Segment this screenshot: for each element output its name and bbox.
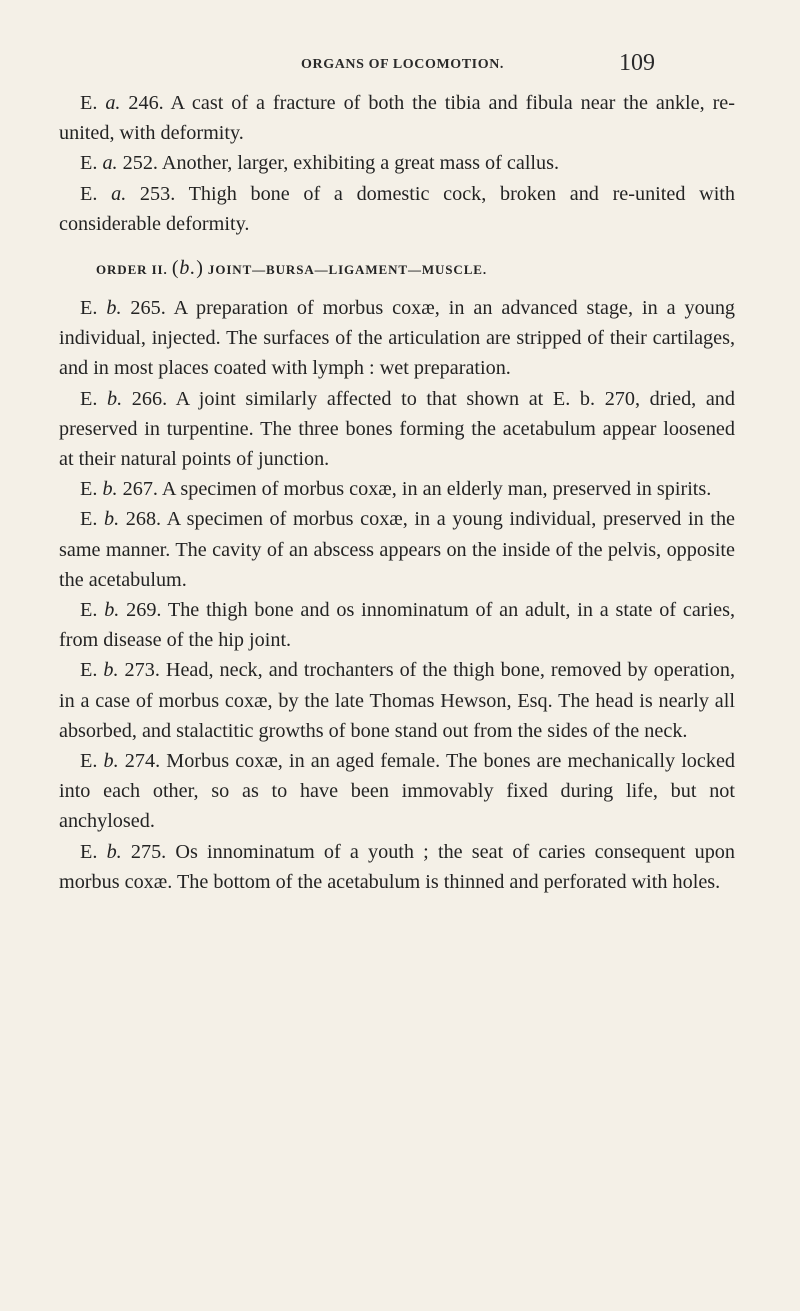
entry-prefix: E. xyxy=(80,478,98,501)
entry-series-letter: b. xyxy=(103,659,119,682)
entry-series-letter: a. xyxy=(105,92,121,114)
entry-prefix: E. xyxy=(80,152,98,175)
entry-series-letter: b. xyxy=(102,478,118,501)
catalogue-entry xyxy=(59,746,735,837)
entries-group-a xyxy=(59,88,735,239)
catalogue-entry xyxy=(59,88,735,148)
entry-text: 246. A cast of a fracture of both the tibia and fibula near the ankle, re-united, with deformity. xyxy=(59,92,735,145)
catalogue-entry xyxy=(59,837,735,897)
entry-prefix: E. xyxy=(80,840,98,863)
catalogue-entry xyxy=(59,655,735,746)
entry-text: 275. Os innominatum of a youth ; the seat of caries consequent upon morbus coxæ. The bottom of the acetabulum is thinned and perforated with holes. xyxy=(59,840,735,893)
entry-series-letter: a. xyxy=(111,182,127,205)
entry-prefix: E. xyxy=(80,508,98,531)
entry-text: 273. Head, neck, and trochanters of the thigh bone, removed by operation, in a case of morbus coxæ, by the late Thomas Hewson, Esq. The head is nearly all absorbed, and stalactitic growths of bone stand out from the sides of the neck. xyxy=(59,659,735,742)
entry-series-letter: b. xyxy=(104,599,120,622)
section-letter: (b.) xyxy=(171,257,204,280)
entry-text: 266. A joint similarly affected to that shown at E. b. 270, dried, and preserved in turpentine. The three bones forming the acetabulum appear loosened at their natural points of junction. xyxy=(59,387,735,471)
catalogue-entry xyxy=(59,179,735,239)
entry-prefix: E. xyxy=(80,750,98,773)
catalogue-entry xyxy=(59,148,735,178)
entry-series-letter: a. xyxy=(102,152,118,175)
entry-text: 268. A specimen of morbus coxæ, in a young individual, preserved in the same manner. The cavity of an abscess appears on the inside of the pelvis, opposite the acetabulum. xyxy=(59,508,736,591)
entry-prefix: E. xyxy=(80,599,98,622)
catalogue-entry xyxy=(59,384,735,475)
catalogue-entry xyxy=(59,474,735,504)
running-head xyxy=(0,50,800,76)
entry-series-letter: b. xyxy=(106,840,122,863)
entry-prefix: E. xyxy=(80,297,98,320)
section-title: JOINT—BURSA—LIGAMENT—MUSCLE. xyxy=(207,262,488,278)
entries-group-b xyxy=(59,293,735,897)
entry-text: 253. Thigh bone of a domestic cock, broken and re-united with considerable deformity. xyxy=(59,182,736,235)
entry-prefix: E. xyxy=(80,387,98,410)
catalogue-entry xyxy=(59,504,735,595)
catalogue-entry xyxy=(59,595,735,655)
entry-series-letter: b. xyxy=(103,750,119,773)
catalogue-entry xyxy=(59,293,735,384)
entry-prefix: E. xyxy=(80,92,98,114)
entry-text: 252. Another, larger, exhibiting a great mass of callus. xyxy=(117,152,560,175)
section-heading xyxy=(59,255,735,283)
entry-text: 269. The thigh bone and os innominatum of an adult, in a state of caries, from disease of the hip joint. xyxy=(59,599,735,652)
entry-text: 267. A specimen of morbus coxæ, in an elderly man, preserved in spirits. xyxy=(117,478,712,501)
running-title: ORGANS OF LOCOMOTION. xyxy=(301,57,505,72)
entry-text: 265. A preparation of morbus coxæ, in an advanced stage, in a young individual, injected. The surfaces of the articulation are stripped of their cartilages, and in most places coated with lymph : wet preparation. xyxy=(59,297,736,380)
section-order: ORDER II. xyxy=(96,262,168,278)
entry-prefix: E. xyxy=(80,182,98,205)
entry-text: 274. Morbus coxæ, in an aged female. The bones are mechanically locked into each other, so as to have been immovably fixed during life, but not anchylosed. xyxy=(59,750,736,833)
entry-series-letter: b. xyxy=(104,508,120,531)
entry-series-letter: b. xyxy=(107,387,123,410)
page-number: 109 xyxy=(619,50,655,76)
entry-prefix: E. xyxy=(80,659,98,682)
page-body xyxy=(59,88,735,897)
entry-series-letter: b. xyxy=(106,297,122,320)
